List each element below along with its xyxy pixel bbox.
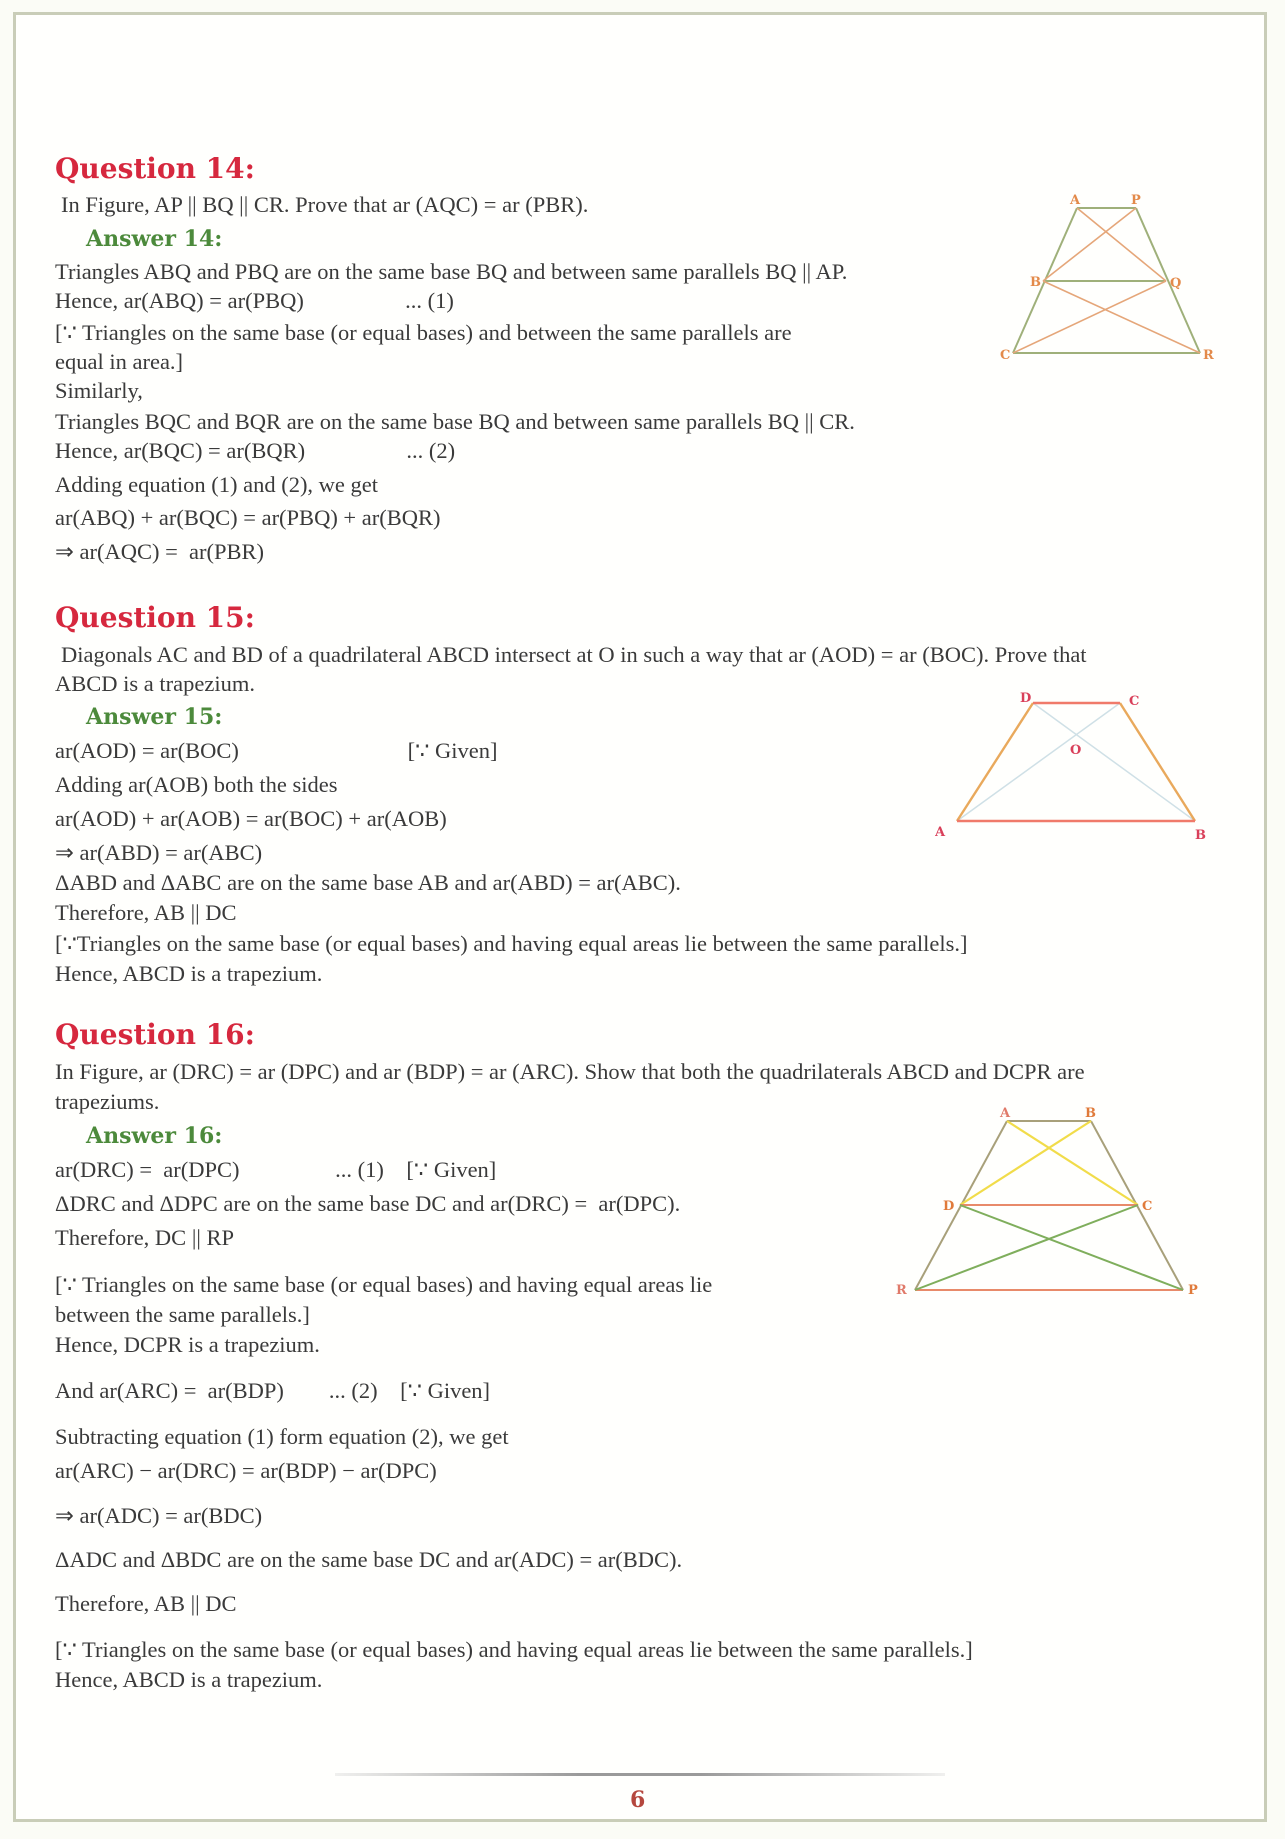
answer-14-line: Triangles BQC and BQR are on the same base BQ and between same parallels BQ || CR. [55, 409, 855, 434]
figure-15-label: B [1195, 828, 1206, 843]
figure-14-trapezium [990, 185, 1230, 370]
answer-15-line: ΔABD and ΔABC are on the same base AB and ar(ABD) = ar(ABC). [55, 870, 681, 895]
figure-15-label: O [1070, 743, 1082, 758]
answer-14-line: ar(ABQ) + ar(BQC) = ar(PBQ) + ar(BQR) [55, 505, 441, 530]
answer-15-line: ⇒ ar(ABD) = ar(ABC) [55, 840, 263, 865]
figure-14-label: B [1030, 275, 1041, 290]
page-number: 6 [630, 1787, 646, 1813]
figure-15-label: D [1020, 691, 1032, 706]
answer-15-line: Hence, ABCD is a trapezium. [55, 961, 323, 986]
answer-16-line: ΔDRC and ΔDPC are on the same base DC and ar(DRC) = ar(DPC). [55, 1191, 681, 1216]
answer-14-line: Adding equation (1) and (2), we get [55, 472, 379, 497]
answer-16-line: Subtracting equation (1) form equation (2), we get [55, 1424, 509, 1449]
answer-15-line: ar(AOD) + ar(AOB) = ar(BOC) + ar(AOB) [55, 806, 447, 831]
figure-14-label: P [1131, 193, 1141, 208]
question-16-heading: Question 16: [55, 1018, 255, 1051]
figure-15-label: C [1129, 694, 1140, 709]
answer-16-line: between the same parallels.] [55, 1302, 310, 1327]
figure-16-trapeziums [890, 1095, 1215, 1305]
answer-15-line: [∵Triangles on the same base (or equal bases) and having equal areas lie between the same parallels.] [55, 931, 968, 956]
question-16-prompt: trapeziums. [55, 1089, 160, 1114]
answer-16-line: Hence, ABCD is a trapezium. [55, 1667, 323, 1692]
answer-14-line: Hence, ar(ABQ) = ar(PBQ) ... (1) [55, 288, 454, 313]
answer-16-line: ⇒ ar(ADC) = ar(BDC) [55, 1503, 263, 1528]
answer-16-line: ΔADC and ΔBDC are on the same base DC and ar(ADC) = ar(BDC). [55, 1547, 683, 1572]
figure-14-label: C [1000, 348, 1011, 363]
answer-16-line: Therefore, AB || DC [55, 1591, 237, 1616]
answer-14-line: Similarly, [55, 378, 143, 403]
question-15-heading: Question 15: [55, 601, 255, 634]
answer-16-line: Hence, DCPR is a trapezium. [55, 1332, 320, 1357]
answer-16-line: Therefore, DC || RP [55, 1225, 234, 1250]
figure-15-quadrilateral [935, 685, 1215, 845]
answer-14-line: ⇒ ar(AQC) = ar(PBR) [55, 539, 265, 564]
figure-15-label: A [935, 825, 946, 840]
answer-14-heading: Answer 14: [86, 226, 223, 252]
figure-16-label: B [1085, 1106, 1096, 1121]
answer-15-heading: Answer 15: [86, 704, 223, 730]
footer-rule [335, 1773, 945, 1776]
question-14-heading: Question 14: [55, 152, 255, 185]
question-14-prompt: In Figure, AP || BQ || CR. Prove that ar (AQC) = ar (PBR). [61, 192, 589, 217]
question-15-prompt: ABCD is a trapezium. [55, 671, 255, 696]
answer-16-line: ar(ARC) − ar(DRC) = ar(BDP) − ar(DPC) [55, 1458, 437, 1483]
answer-15-line: ar(AOD) = ar(BOC) [∵ Given] [55, 738, 498, 763]
figure-14-label: Q [1170, 276, 1182, 291]
answer-14-line: Hence, ar(BQC) = ar(BQR) ... (2) [55, 438, 456, 463]
figure-16-label: D [943, 1199, 955, 1214]
figure-16-label: C [1142, 1199, 1153, 1214]
answer-14-line: Triangles ABQ and PBQ are on the same base BQ and between same parallels BQ || AP. [55, 259, 848, 284]
figure-14-label: A [1070, 193, 1081, 208]
question-15-prompt: Diagonals AC and BD of a quadrilateral ABCD intersect at O in such a way that ar (AOD) = ar (BOC). Prove that [61, 642, 1087, 667]
answer-16-line: ar(DRC) = ar(DPC) ... (1) [∵ Given] [55, 1157, 497, 1182]
answer-14-line: [∵ Triangles on the same base (or equal bases) and between the same parallels are [55, 320, 792, 345]
figure-16-label: P [1188, 1283, 1198, 1298]
figure-14-label: R [1203, 348, 1214, 363]
answer-16-heading: Answer 16: [86, 1123, 223, 1149]
answer-15-line: Therefore, AB || DC [55, 900, 237, 925]
figure-16-label: A [1000, 1106, 1011, 1121]
answer-16-line: [∵ Triangles on the same base (or equal bases) and having equal areas lie between the same parallels.] [55, 1637, 973, 1662]
answer-16-line: And ar(ARC) = ar(BDP) ... (2) [∵ Given] [55, 1378, 491, 1403]
figure-16-label: R [896, 1283, 907, 1298]
answer-14-line: equal in area.] [55, 349, 184, 374]
question-16-prompt: In Figure, ar (DRC) = ar (DPC) and ar (BDP) = ar (ARC). Show that both the quadrilaterals ABCD and DCPR are [55, 1059, 1085, 1084]
answer-16-line: [∵ Triangles on the same base (or equal bases) and having equal areas lie [55, 1272, 713, 1297]
answer-15-line: Adding ar(AOB) both the sides [55, 772, 338, 797]
